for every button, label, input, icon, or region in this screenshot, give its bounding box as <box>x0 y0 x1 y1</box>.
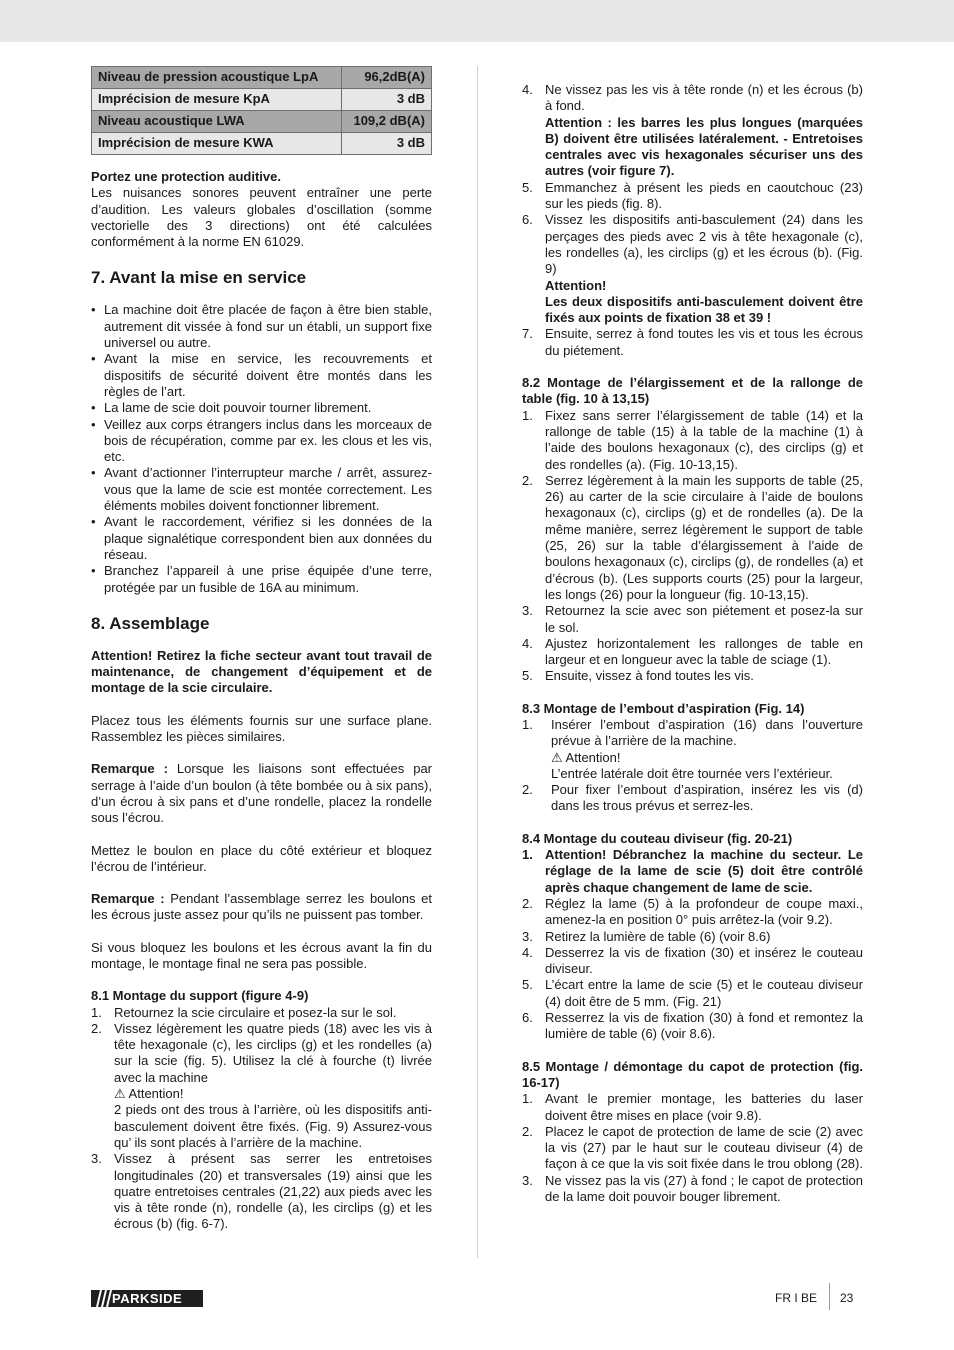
spec-value: 3 dB <box>341 133 431 155</box>
parkside-logo <box>91 1290 203 1307</box>
item-number: 2. <box>522 782 533 798</box>
header-band <box>0 0 954 42</box>
list-item <box>522 408 863 473</box>
list-item <box>522 1091 863 1124</box>
item-text: Ensuite, serrez à fond toutes les vis et tous les écrous du piétement. <box>545 326 863 358</box>
item-text: Ne vissez pas la vis (27) à fond ; le capot de protection de la lame doit pouvoir bouger librement. <box>545 1172 863 1204</box>
item-number: 3. <box>522 603 533 619</box>
list-item: • Branchez l’appareil à une prise équipée d’une terre, protégée par un fusible de 16A au minimum. <box>91 563 432 596</box>
left-column <box>91 66 432 1249</box>
spec-label: Niveau acoustique LWA <box>92 111 342 133</box>
footer-divider <box>829 1283 830 1310</box>
table-row <box>92 133 432 155</box>
list-item <box>91 1005 432 1021</box>
item-text: L’entrée latérale doit être tournée vers l’extérieur. <box>551 765 833 781</box>
table-row <box>92 67 432 89</box>
item-text: Retournez la scie circulaire et posez-la sur le sol. <box>114 1004 397 1020</box>
item-text: Vissez à présent sas serrer les entretoises longitudinales (20) et transversales (19) ainsi que les quatre entretoises centrales (21,22) aux pieds avec les vis à tête ronde (n), rondelle (a), les circlips (g) et les écrous (b) (fig. 6-7). <box>114 1151 432 1232</box>
item-number: 3. <box>522 928 533 944</box>
item-number: 2. <box>522 472 533 488</box>
item-text: Retirez la lumière de table (6) (voir 8.6) <box>545 928 771 944</box>
warning-note: Les deux dispositifs anti-basculement doivent être fixés aux points de fixation 38 et 39 ! <box>545 293 863 326</box>
item-number: 2. <box>522 895 533 911</box>
item-number: 1. <box>522 1091 533 1107</box>
logo-stripes-icon <box>94 1290 112 1307</box>
spec-value: 96,2dB(A) <box>341 67 431 89</box>
assembly-paragraph: Placez tous les éléments fournis sur une surface plane. Rassemblez les pièces similaires. <box>91 712 432 745</box>
spec-value: 109,2 dB(A) <box>341 111 431 133</box>
item-text: Insérer l’embout d’aspiration (16) dans l’ouverture prévue à l’arrière de la machine. <box>551 716 863 749</box>
remark-text: Pendant l’assemblage serrez les boulons et les écrous juste assez pour qu’ils ne puissent pas tomber. <box>91 891 432 923</box>
list-item <box>522 603 863 636</box>
item-number: 1. <box>522 716 533 732</box>
section-8-2-list <box>522 408 863 685</box>
item-number: 7. <box>522 326 533 342</box>
item-number: 1. <box>522 407 533 423</box>
right-column <box>522 66 863 1205</box>
list-item: • Avant d’actionner l’interrupteur marche / arrêt, assurez-vous que la lame de scie est montée correctement. Les éléments mobiles doivent fonctionner librement. <box>91 465 432 514</box>
warning-note: Attention! <box>545 277 607 293</box>
remark-paragraph <box>91 891 432 924</box>
spec-label: Imprécision de mesure KWA <box>92 133 342 155</box>
item-text: Attention! Débranchez la machine du secteur. Le réglage de la lame de scie (5) doit être contrôlé après chaque changement de lame de scie. <box>545 847 863 895</box>
ear-protection-text: Les nuisances sonores peuvent entraîner une perte d’audition. Les valeurs globales d’oscillation (somme vectorielle des 3 directions) ont été calculées conformément à la norme EN 61029. <box>91 185 432 250</box>
spec-label: Imprécision de mesure KpA <box>92 89 342 111</box>
list-item <box>522 945 863 978</box>
item-number: 5. <box>522 179 533 195</box>
section-8-4-list <box>522 847 863 1043</box>
table-row <box>92 111 432 133</box>
list-item <box>522 668 863 684</box>
list-item <box>522 929 863 945</box>
remark-text: Lorsque les liaisons sont effectuées par serrage à l’aide d’un boulon (à tête bombée ou à six pans), d’un écrou à six pans et d’une rondelle, placez la rondelle sous l’écrou. <box>91 761 432 826</box>
ear-protection-heading: Portez une protection auditive. <box>91 169 281 184</box>
item-text: Ensuite, vissez à fond toutes les vis. <box>545 668 754 684</box>
item-text: Pour fixer l’embout d’aspiration, insérez les vis (d) dans les trous prévus et serrez-les. <box>551 782 863 814</box>
list-item <box>522 847 863 896</box>
item-text: L’écart entre la lame de scie (5) et le couteau diviseur (4) doit être de 5 mm. (Fig. 21) <box>545 977 863 1009</box>
list-item: • La machine doit être placée de façon à être bien stable, autrement dit vissée à fond sur un établi, un support fixe universel ou autre. <box>91 302 432 351</box>
item-number: 3. <box>91 1151 102 1167</box>
remark-label: Remarque : <box>91 891 165 907</box>
list-item <box>522 717 863 782</box>
language-code: FR I BE <box>775 1291 818 1305</box>
item-text: Ne vissez pas les vis à tête ronde (n) et les écrous (b) à fond. <box>545 82 863 114</box>
list-item: • Avant le raccordement, vérifiez si les données de la plaque signalétique correspondent bien aux données du réseau. <box>91 514 432 563</box>
logo-text: PARKSIDE <box>112 1291 183 1306</box>
item-text: Retournez la scie avec son piétement et posez-la sur le sol. <box>545 603 863 635</box>
acoustic-specs-table <box>91 66 432 155</box>
list-item <box>522 1173 863 1206</box>
list-item <box>91 1151 432 1232</box>
item-text: Fixez sans serrer l’élargissement de table (14) et la rallonge de table (15) à la table de la machine (1) à l’aide des boulons hexagonaux (c), des circlips (g) et des rondelles (a). (Fig. 10-13,15). <box>545 407 863 472</box>
assembly-paragraph: Si vous bloquez les boulons et les écrous avant la fin du montage, le montage final ne sera pas possible. <box>91 939 432 971</box>
list-item: • Avant la mise en service, les recouvrements et dispositifs de sécurité doivent être montés dans les règles de l’art. <box>91 351 432 400</box>
list-item <box>91 1021 432 1151</box>
list-item: • Veillez aux corps étrangers inclus dans les morceaux de bois de récupération, comme par ex. les clous et les vis, etc. <box>91 417 432 466</box>
list-item <box>522 977 863 1010</box>
warning-note: ⚠ Attention! <box>551 749 621 765</box>
remark-label: Remarque : <box>91 761 168 777</box>
item-text: Placez le capot de protection de lame de scie (2) avec la vis (27) par le haut sur le couteau diviseur (4) de façon à ce que la vis soit fixée dans le trou oblong (28). <box>545 1123 863 1172</box>
item-text: Resserrez la vis de fixation (30) à fond et remontez la lumière de table (6) (voir 8.6). <box>545 1010 863 1042</box>
item-text: 2 pieds ont des trous à l’arrière, où les dispositifs anti-basculement doivent être fixés. (Fig. 9) Assurez-vous qu’ ils sont placés à l’arrière de la machine. <box>114 1102 432 1150</box>
list-item <box>522 473 863 603</box>
spec-label: Niveau de pression acoustique LpA <box>92 67 342 89</box>
list-item <box>522 50 863 180</box>
section-8-4-title: 8.4 Montage du couteau diviseur (fig. 20-21) <box>522 830 793 846</box>
item-text: Serrez légèrement à la main les supports de table (25, 26) au carter de la scie circulaire à l’aide de boulons hexagonaux (c), circlips (g) et de rondelles (a). De la même manière, serrez légèrement le support de table (25, 26) sur la table d’élargissement à l’aide de boulons hexagonaux (c), circlips (g), de rondelles (a) et d’écrous (b). (Les supports courts (25) pour la largeur, les longs (26) pour la longueur (fig. 10-13,15). <box>545 472 863 602</box>
item-number: 5. <box>522 668 533 684</box>
item-text: Vissez légèrement les quatre pieds (18) avec les vis à tête hexagonale (c), les circlips (g) et les rondelles (a) sur la scie (fig. 5). Utilisez la clé à fourche (t) livrée avec la machine <box>114 1020 432 1085</box>
section-8-1-title: 8.1 Montage du support (figure 4-9) <box>91 988 309 1004</box>
item-number: 6. <box>522 212 533 228</box>
warning-note: Attention : les barres les plus longues (marquées B) doivent être utilisées latéralement. - Entretoises centrales avec vis hexagonales sécuriser uns des autres (voir figure 7). <box>545 114 863 179</box>
item-number: 2. <box>91 1020 102 1036</box>
list-item <box>522 180 863 213</box>
assembly-paragraph: Mettez le boulon en place du côté extérieur et bloquez l’écrou de l’intérieur. <box>91 842 432 874</box>
spec-value: 3 dB <box>341 89 431 111</box>
section-7-title: 7. Avant la mise en service <box>91 268 307 288</box>
list-item <box>522 1010 863 1043</box>
assembly-warning: Attention! Retirez la fiche secteur avant tout travail de maintenance, de changement d’équipement et de montage de la scie circulaire. <box>91 647 432 696</box>
list-item <box>522 896 863 929</box>
section-8-5-title: 8.5 Montage / démontage du capot de protection (fig. 16-17) <box>522 1058 863 1090</box>
list-item <box>522 636 863 669</box>
list-item <box>522 1124 863 1173</box>
remark-paragraph <box>91 761 432 826</box>
item-number: 6. <box>522 1010 533 1026</box>
page-number: 23 <box>840 1291 854 1305</box>
item-number: 2. <box>522 1123 533 1139</box>
list-item: • La lame de scie doit pouvoir tourner librement. <box>91 400 432 416</box>
section-8-1-list-continued <box>522 50 863 359</box>
list-item <box>522 326 863 359</box>
section-8-1-list <box>91 1005 432 1233</box>
item-text: Desserrez la vis de fixation (30) et insérez le couteau diviseur. <box>545 944 863 977</box>
item-text: Réglez la lame (5) à la profondeur de coupe maxi., amenez-la en position 0° puis arrêtez-la (voir 9.2). <box>545 895 863 928</box>
list-item <box>522 782 863 815</box>
table-row <box>92 89 432 111</box>
list-item <box>522 212 863 326</box>
item-text: Emmanchez à présent les pieds en caoutchouc (23) sur les pieds (fig. 8). <box>545 179 863 212</box>
item-number: 1. <box>91 1004 102 1020</box>
section-8-3-list <box>522 717 863 815</box>
column-divider <box>477 66 478 1258</box>
item-text: Avant le premier montage, les batteries du laser doivent être mises en place (voir 9.8). <box>545 1091 863 1123</box>
section-7-list <box>91 302 432 595</box>
section-8-title: 8. Assemblage <box>91 613 210 633</box>
warning-note: ⚠ Attention! <box>114 1086 184 1102</box>
item-number: 4. <box>522 944 533 960</box>
item-text: Vissez les dispositifs anti-basculement (24) dans les perçages des pieds avec 2 vis à tête hexagonale (c), les rondelles (a), les circlips (g) et les écrous (b). (Fig. 9) <box>545 212 863 277</box>
item-number: 1. <box>522 847 533 863</box>
section-8-5-list <box>522 1091 863 1205</box>
item-text: Ajustez horizontalement les rallonges de table en largeur et en longueur avec la table de sciage (1). <box>545 635 863 668</box>
item-number: 3. <box>522 1172 533 1188</box>
item-number: 4. <box>522 635 533 651</box>
section-8-3-title: 8.3 Montage de l’embout d’aspiration (Fig. 14) <box>522 700 805 716</box>
item-text <box>545 50 863 82</box>
item-number: 4. <box>522 82 533 97</box>
item-number: 5. <box>522 977 533 993</box>
section-8-2-title: 8.2 Montage de l’élargissement et de la rallonge de table (fig. 10 à 13,15) <box>522 375 863 407</box>
